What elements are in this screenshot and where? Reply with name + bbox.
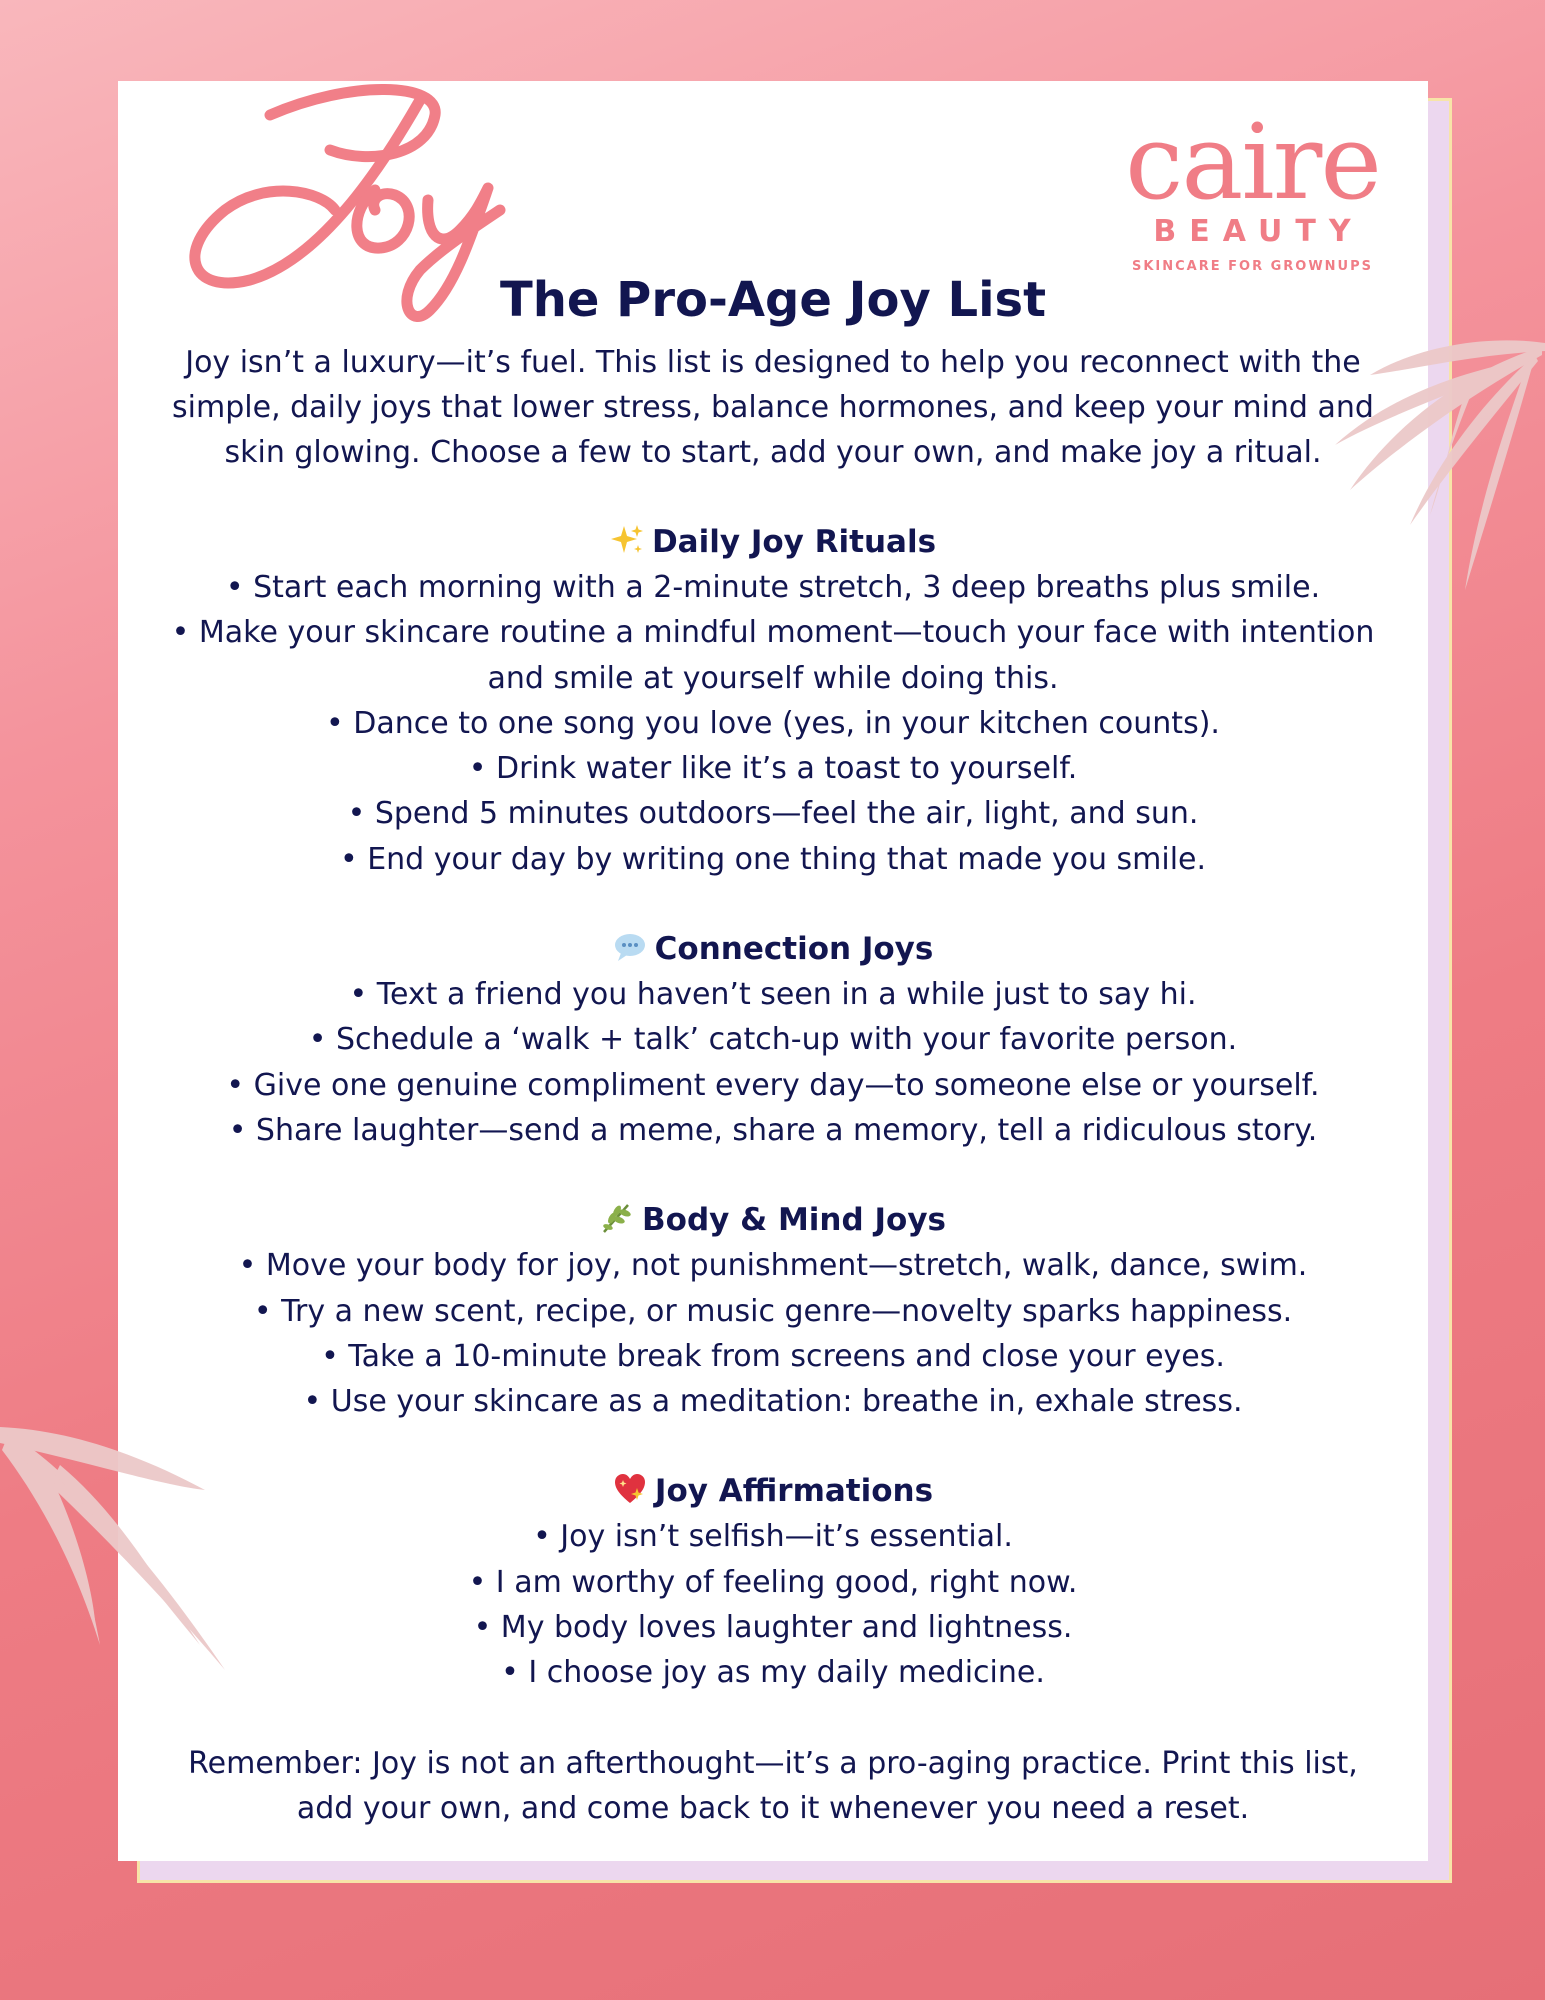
- intro-paragraph: Joy isn’t a luxury—it’s fuel. This list is designed to help you reconnect with the simple, daily joys that lower stress, balance hormones, and keep your mind and skin glowing. Choose a few to start, add your own, and make joy a ritual.: [172, 345, 1374, 470]
- list-item: • Start each morning with a 2-minute stretch, 3 deep breaths plus smile.: [225, 570, 1321, 605]
- list-item: • Joy isn’t selfish—it’s essential.: [533, 1519, 1013, 1555]
- sparkling-heart-icon: [613, 1472, 647, 1506]
- list-item: • Drink water like it’s a toast to yourself.: [468, 751, 1078, 787]
- closing-line: add your own, and come back to it whenever you need a reset.: [296, 1790, 1250, 1826]
- sparkles-icon: [610, 523, 644, 557]
- list-item: • I choose joy as my daily medicine.: [501, 1655, 1045, 1691]
- list-item: • End your day by writing one thing that made you smile.: [339, 841, 1207, 877]
- main-content: [118, 270, 1428, 1831]
- list-item: • Give one genuine compliment every day—to someone else or yourself.: [226, 1067, 1320, 1103]
- section-heading-text: Connection Joys: [654, 931, 934, 968]
- list-item: and smile at yourself while doing this.: [487, 660, 1059, 696]
- logo-tagline: SKINCARE FOR GROWNUPS: [1131, 259, 1374, 274]
- section-heading: [118, 1198, 1428, 1243]
- list-item: • Spend 5 minutes outdoors—feel the air, light, and sun.: [347, 796, 1199, 832]
- list-item: • Try a new scent, recipe, or music genre—novelty sparks happiness.: [253, 1293, 1293, 1329]
- list-item: • Schedule a ‘walk + talk’ catch-up with your favorite person.: [308, 1022, 1238, 1058]
- section-heading-text: Body & Mind Joys: [642, 1202, 946, 1239]
- section-daily-joy-rituals: [118, 520, 1428, 882]
- section-heading-text: Joy Affirmations: [654, 1473, 934, 1510]
- logo-subword: BEAUTY: [1153, 214, 1364, 249]
- logo-wordmark: caire: [1125, 101, 1380, 223]
- section-heading-text: Daily Joy Rituals: [651, 524, 937, 560]
- list-item: • Move your body for joy, not punishment—stretch, walk, dance, swim.: [238, 1248, 1308, 1284]
- list-item: • Dance to one song you love (yes, in your kitchen counts).: [326, 705, 1220, 741]
- section-heading: [118, 520, 1428, 565]
- section-heading: [118, 927, 1428, 972]
- list-item: • I am worthy of feeling good, right now.: [468, 1564, 1078, 1600]
- speech-bubble-icon: [613, 930, 647, 964]
- page-title: The Pro-Age Joy List: [499, 272, 1047, 328]
- closing-note: [118, 1741, 1428, 1831]
- brand-logo: [1115, 101, 1390, 274]
- section-joy-affirmations: [118, 1469, 1428, 1695]
- list-item: • Make your skincare routine a mindful moment—touch your face with intention: [171, 615, 1375, 651]
- list-item: • Text a friend you haven’t seen in a while just to say hi.: [349, 977, 1197, 1013]
- herb-icon: [600, 1201, 634, 1235]
- section-connection-joys: [118, 927, 1428, 1153]
- list-item: • My body loves laughter and lightness.: [473, 1610, 1073, 1646]
- closing-line: Remember: Joy is not an afterthought—it’s a pro-aging practice. Print this list,: [188, 1745, 1358, 1781]
- list-item: • Share laughter—send a meme, share a memory, tell a ridiculous story.: [228, 1112, 1318, 1148]
- list-item: • Use your skincare as a meditation: breathe in, exhale stress.: [303, 1384, 1243, 1420]
- list-item: • Take a 10-minute break from screens and close your eyes.: [321, 1338, 1225, 1374]
- section-body-mind-joys: [118, 1198, 1428, 1424]
- section-heading: [118, 1469, 1428, 1514]
